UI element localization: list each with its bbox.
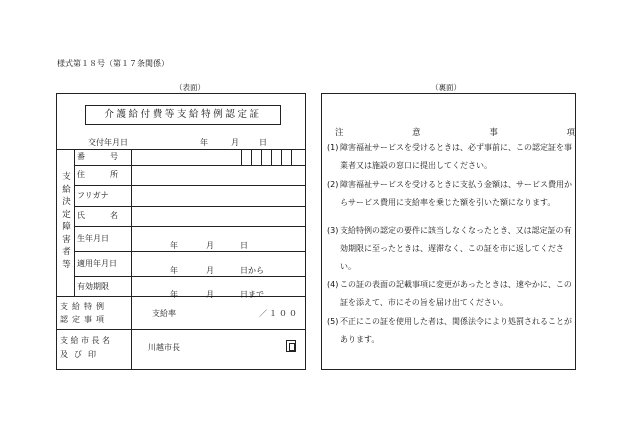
birth-year: 年 bbox=[170, 241, 178, 250]
applied-year: 年 bbox=[170, 266, 178, 275]
issue-month-label: 月 bbox=[231, 138, 239, 147]
special-rate-label-1: 支給特例 bbox=[60, 302, 108, 311]
note-1-text: 障害福祉サービスを受けるときは、必ず事前に、この認定証を事業者又は施設の窓口に提出してください。 bbox=[340, 143, 572, 170]
validity-label: 有効期限 bbox=[77, 282, 109, 291]
special-rate-label-2: 認定事項 bbox=[60, 315, 108, 324]
name-label: 氏 名 bbox=[77, 211, 121, 220]
back-side-label: （裏面） bbox=[431, 83, 461, 92]
mayor-name: 川越市長 bbox=[148, 343, 180, 352]
birth-month: 月 bbox=[206, 241, 214, 250]
note-5 bbox=[327, 313, 577, 349]
official-seal bbox=[286, 340, 296, 352]
validity-day-until: 日まで bbox=[240, 290, 264, 299]
issue-day-label: 日 bbox=[259, 138, 267, 147]
note-3 bbox=[327, 222, 577, 276]
note-1 bbox=[327, 139, 577, 175]
validity-month: 月 bbox=[206, 290, 214, 299]
applied-month: 月 bbox=[206, 266, 214, 275]
notes-title-char-4: 項 bbox=[566, 128, 575, 138]
note-2-text: 障害福祉サービスを受けるときに支払う金額は、サービス費用からサービス費用に支給率を乗じた額を引いた額になります。 bbox=[340, 180, 572, 207]
note-5-text: 不正にこの証を使用した者は、関係法令により処罰されることがあります。 bbox=[340, 317, 572, 344]
issue-date-label: 交付年月日 bbox=[88, 138, 128, 147]
birth-day: 日 bbox=[240, 241, 248, 250]
mayor-label-2: 及び印 bbox=[60, 350, 102, 359]
notes-title-char-3: 事 bbox=[489, 128, 498, 138]
applied-date-label: 適用年月日 bbox=[77, 259, 117, 268]
note-4-number: (4) bbox=[327, 280, 339, 289]
certificate-title: 介護給付費等支給特例認定証 bbox=[85, 105, 281, 125]
note-2 bbox=[327, 176, 577, 212]
front-side-label: （表面） bbox=[175, 83, 205, 92]
note-3-number: (3) bbox=[327, 226, 339, 235]
birth-date-label: 生年月日 bbox=[77, 234, 109, 243]
note-4-text: この証の表面の記載事項に変更があったときは、速やかに、この証を添えて、市にその旨を届け出てください。 bbox=[340, 280, 572, 307]
note-4 bbox=[327, 276, 577, 312]
note-2-number: (2) bbox=[327, 180, 339, 189]
note-3-text: 支給特例の認定の要件に該当しなくなったとき、又は認定証の有効期限に至ったときは、遅滞なく、この証を市に返してください。 bbox=[340, 226, 572, 271]
note-5-number: (5) bbox=[327, 317, 339, 326]
validity-year: 年 bbox=[170, 290, 178, 299]
issue-year-label: 年 bbox=[200, 138, 208, 147]
rate-value: ／１００ bbox=[259, 309, 299, 318]
applied-day-from: 日から bbox=[240, 266, 264, 275]
number-label: 番 号 bbox=[77, 152, 121, 161]
notes-title-char-2: 意 bbox=[412, 128, 421, 138]
notes-title bbox=[335, 126, 575, 138]
beneficiary-group-label: 支給決定障害者等 bbox=[62, 172, 71, 270]
notes-title-char-1: 注 bbox=[335, 128, 344, 138]
form-number: 様式第１８号（第１７条関係） bbox=[57, 59, 169, 68]
note-1-number: (1) bbox=[327, 143, 339, 152]
furigana-label: フリガナ bbox=[77, 191, 109, 200]
rate-label: 支給率 bbox=[152, 309, 176, 318]
mayor-label-1: 支給市長名 bbox=[60, 336, 113, 345]
address-label: 住 所 bbox=[77, 170, 121, 179]
